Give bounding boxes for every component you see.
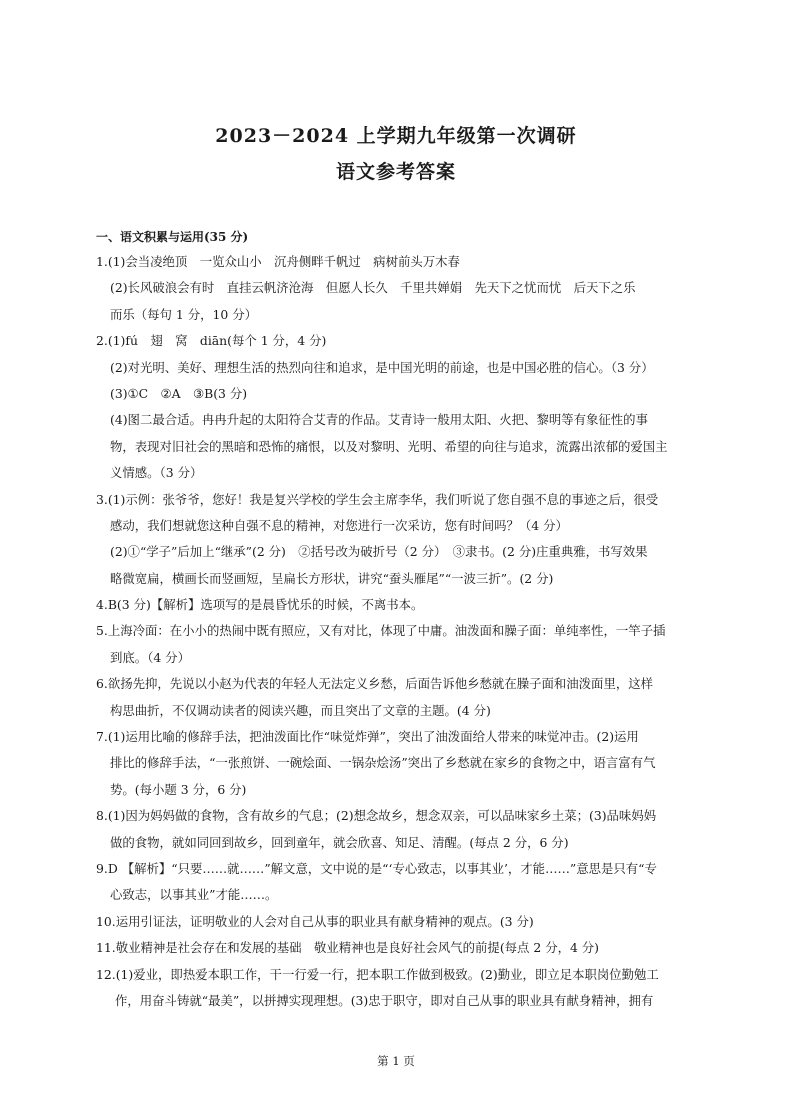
answer-line: 4.B(3 分)【解析】选项写的是晨昏忧乐的时候，不离书本。 (96, 597, 424, 613)
answer-line: 势。(每小题 3 分，6 分) (110, 781, 247, 797)
answer-line: 5.上海冷面：在小小的热闹中既有照应，又有对比，体现了中庸。油泼面和臊子面：单纯率性，一竿子插 (96, 623, 666, 639)
answer-line: 感动，我们想就您这种自强不息的精神，对您进行一次采访，您有时间吗？（4 分） (110, 517, 568, 533)
answer-line: (4)图二最合适。冉冉升起的太阳符合艾青的作品。艾青诗一般用太阳、火把、黎明等有象征性的事 (110, 412, 648, 428)
page-number: 第 1 页 (377, 1054, 415, 1068)
answer-line: 心致志，以事其业”才能……。 (110, 887, 278, 903)
answer-line: 而乐（每句 1 分，10 分） (110, 306, 257, 322)
answer-line: 排比的修辞手法，“一张煎饼、一碗烩面、一锅杂烩汤”突出了乡愁就在家乡的食物之中，语言富有气 (110, 755, 656, 771)
answer-line: 做的食物，就如同回到故乡，回到童年，就会欣喜、知足、清醒。(每点 2 分，6 分) (110, 834, 569, 850)
answer-lines (96, 249, 698, 1014)
answer-line: 3.(1)示例：张爷爷，您好！我是复兴学校的学生会主席李华，我们听说了您自强不息的事迹之后，很受 (96, 491, 659, 507)
answer-line: 9.D 【解析】“只要……就……”解文意，文中说的是“‘专心致志，以事其业’，才能……”意思是只有“专 (96, 860, 657, 876)
section-heading: 一、语文积累与运用(35 分) (96, 230, 249, 244)
answer-line: 略微宽扁，横画长而竖画短，呈扁长方形状，讲究“蚕头雁尾”“一波三折”。(2 分) (110, 570, 554, 586)
answer-line: 12.(1)爱业，即热爱本职工作，干一行爱一行，把本职工作做到极致。(2)勤业，即立足本职岗位勤勉工 (96, 966, 659, 982)
answer-line: 1.(1)会当凌绝顶 一览众山小 沉舟侧畔千帆过 病树前头万木春 (96, 254, 460, 269)
answer-line: 6.欲扬先抑，先说以小赵为代表的年轻人无法定义乡愁，后面告诉他乡愁就在臊子面和油泼面里，这样 (96, 676, 654, 692)
answer-line: (2)对光明、美好、理想生活的热烈向往和追求，是中国光明的前途，也是中国必胜的信心。（3 分） (110, 359, 654, 375)
answer-line: 10.运用引证法，证明敬业的人会对自己从事的职业具有献身精神的观点。(3 分) (96, 913, 534, 929)
answer-line: 2.(1)fú 翅 窝 diān(每个 1 分，4 分) (96, 333, 327, 349)
answer-line: 物，表现对旧社会的黑暗和恐怖的痛恨，以及对黎明、光明、希望的向往与追求，流露出浓郁的爱国主 (110, 438, 668, 454)
answer-line: (3)①C ②A ③B(3 分) (110, 385, 248, 401)
answer-line: 8.(1)因为妈妈做的食物，含有故乡的气息；(2)想念故乡，想念双亲，可以品味家乡土菜；(3)品味妈妈 (96, 808, 657, 824)
answer-line: (2)①“学子”后加上“继承”(2 分) ②括号改为破折号（2 分） ③隶书。(2 分)庄重典雅，书写效果 (110, 544, 648, 560)
answer-line: 7.(1)运用比喻的修辞手法，把油泼面比作“味觉炸弹”，突出了油泼面给人带来的味觉冲击。(2)运用 (96, 729, 639, 745)
answer-line: (2)长风破浪会有时 直挂云帆济沧海 但愿人长久 千里共婵娟 先天下之忧而忧 后天下之乐 (110, 280, 636, 296)
answer-line: 11.敬业精神是社会存在和发展的基础 敬业精神也是良好社会风气的前提(每点 2 分，4 分) (96, 940, 600, 956)
document-title: 2023－2024 上学期九年级第一次调研 (215, 125, 577, 147)
document-subtitle: 语文参考答案 (335, 161, 456, 183)
answer-line: 构思曲折，不仅调动读者的阅读兴趣，而且突出了文章的主题。(4 分) (110, 702, 491, 718)
answer-line: 义情感。（3 分） (110, 465, 203, 481)
answer-line: 作，用奋斗铸就“最美”，以拼搏实现理想。(3)忠于职守，即对自己从事的职业具有献身精神，拥有 (115, 992, 654, 1008)
answer-line: 到底。（4 分） (110, 649, 190, 665)
